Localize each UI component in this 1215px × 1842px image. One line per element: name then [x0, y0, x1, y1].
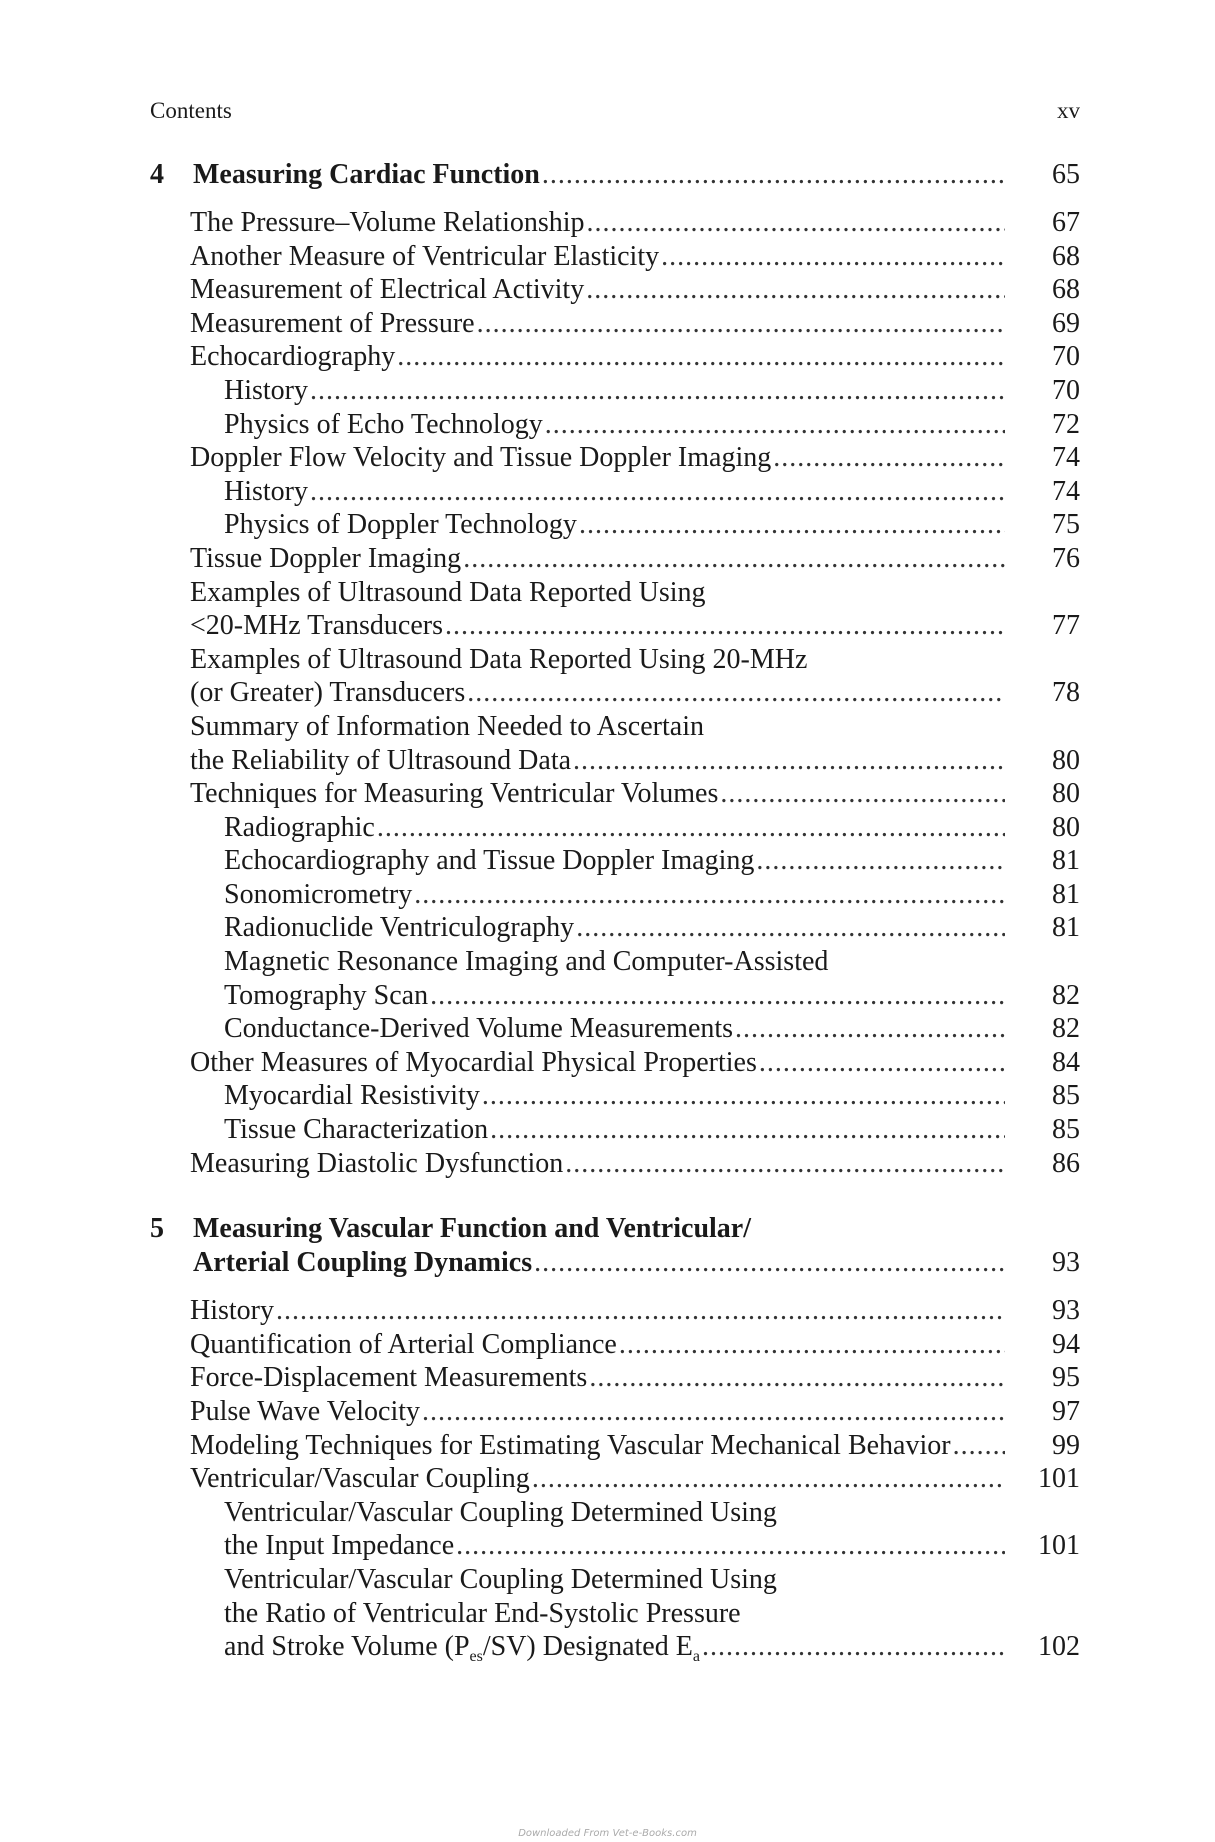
toc-entry-title: Myocardial Resistivity [224, 1080, 480, 1112]
dot-leader [422, 1395, 1005, 1429]
dot-leader [576, 911, 1005, 945]
toc-entry-line: Magnetic Resonance Imaging and Computer-Assisted [224, 946, 829, 978]
toc-page-number: 82 [1052, 979, 1080, 1011]
chapter-heading-row[interactable] [150, 1246, 1080, 1280]
toc-entry-title: Conductance-Derived Volume Measurements [224, 1013, 734, 1045]
dot-leader [589, 1361, 1005, 1395]
dot-leader [534, 1246, 1005, 1280]
toc-page-number: 77 [1052, 610, 1080, 642]
toc-page-number: 80 [1052, 744, 1080, 776]
toc-page-number: 86 [1052, 1147, 1080, 1179]
dot-leader [490, 1113, 1005, 1147]
toc-page-number: 95 [1052, 1362, 1080, 1394]
toc-entry[interactable] [150, 1113, 1080, 1147]
toc-page-number: 74 [1052, 442, 1080, 474]
toc-entry[interactable] [150, 1361, 1080, 1395]
toc-entry[interactable] [150, 1294, 1080, 1328]
chapter-title: Measuring Vascular Function and Ventricular/ [193, 1213, 752, 1245]
toc-entry[interactable] [150, 744, 1080, 778]
chapter-title: Measuring Cardiac Function [193, 159, 540, 190]
dot-leader [377, 811, 1005, 845]
toc-page-number: 76 [1052, 542, 1080, 574]
chapter-page-number: 93 [1052, 1247, 1080, 1279]
toc-page-number: 68 [1052, 240, 1080, 272]
chapter-number: 4 [150, 159, 164, 190]
toc-entry-title: Tissue Doppler Imaging [190, 542, 462, 574]
running-head-title: Contents [150, 98, 232, 123]
toc-entry[interactable] [150, 811, 1080, 845]
toc-entry[interactable] [150, 1147, 1080, 1181]
toc-entry[interactable] [150, 1328, 1080, 1362]
dot-leader [532, 1462, 1005, 1496]
toc-entry[interactable] [150, 340, 1080, 374]
toc-entry-title: Tomography Scan [224, 979, 429, 1011]
toc-page-number: 93 [1052, 1295, 1080, 1327]
toc-page-number: 78 [1052, 677, 1080, 709]
dot-leader [463, 542, 1005, 576]
table-of-contents [150, 158, 1080, 1664]
chapter-block [150, 158, 1080, 1180]
dot-leader [414, 878, 1005, 912]
chapter-heading-spacer [150, 1280, 1080, 1294]
toc-page-number: 101 [1038, 1463, 1080, 1495]
toc-entry-line: Examples of Ultrasound Data Reported Using 20-MHz [190, 643, 808, 675]
toc-entry-title: Techniques for Measuring Ventricular Volumes [190, 778, 719, 810]
toc-entry[interactable] [150, 542, 1080, 576]
toc-page-number: 80 [1052, 811, 1080, 843]
dot-leader [720, 777, 1005, 811]
toc-entry-title: Tissue Characterization [224, 1114, 489, 1146]
toc-entry-line: Examples of Ultrasound Data Reported Using [190, 576, 706, 608]
toc-page-number: 85 [1052, 1080, 1080, 1112]
toc-entry-title: the Reliability of Ultrasound Data [190, 744, 572, 776]
toc-entry[interactable] [150, 1529, 1080, 1563]
toc-entry[interactable] [150, 609, 1080, 643]
toc-page-number: 74 [1052, 475, 1080, 507]
toc-entry-line: the Ratio of Ventricular End-Systolic Pressure [224, 1597, 741, 1629]
toc-entry-title: <20-MHz Transducers [190, 610, 443, 642]
dot-leader [545, 408, 1005, 442]
dot-leader [467, 676, 1005, 710]
subscript: a [692, 1648, 700, 1666]
toc-entry-title: Quantification of Arterial Compliance [190, 1328, 617, 1360]
dot-leader [619, 1328, 1005, 1362]
toc-entry[interactable] [150, 979, 1080, 1013]
dot-leader [477, 307, 1005, 341]
toc-page-number: 72 [1052, 408, 1080, 440]
toc-entry[interactable] [150, 676, 1080, 710]
toc-entry-line: Ventricular/Vascular Coupling Determined Using [224, 1563, 777, 1595]
dot-leader [773, 441, 1005, 475]
toc-entry-title: Another Measure of Ventricular Elasticity [190, 240, 660, 272]
toc-entry-title: Measuring Diastolic Dysfunction [190, 1147, 564, 1179]
toc-entry[interactable] [150, 307, 1080, 341]
toc-entry-title: Ventricular/Vascular Coupling [190, 1463, 530, 1495]
toc-page-number: 67 [1052, 207, 1080, 238]
dot-leader [430, 979, 1005, 1013]
dot-leader [735, 1012, 1005, 1046]
toc-entry-title: Force-Displacement Measurements [190, 1362, 588, 1394]
dot-leader [573, 744, 1005, 778]
toc-entry-title: Measurement of Pressure [190, 307, 475, 339]
toc-entry[interactable] [150, 475, 1080, 509]
dot-leader [276, 1294, 1005, 1328]
toc-entry-title: Modeling Techniques for Estimating Vascular Mechanical Behavior [190, 1429, 951, 1461]
dot-leader [482, 1079, 1005, 1113]
toc-entry-title: Radiographic [224, 811, 375, 843]
toc-page-number: 70 [1052, 374, 1080, 406]
toc-page-number: 84 [1052, 1046, 1080, 1078]
toc-page-number: 102 [1038, 1631, 1080, 1663]
toc-entry-title: History [224, 475, 308, 507]
toc-entry-title: Echocardiography [190, 341, 396, 373]
toc-page-number: 82 [1052, 1013, 1080, 1045]
dot-leader [456, 1529, 1005, 1563]
toc-entry-title: the Input Impedance [224, 1530, 455, 1562]
dot-leader [661, 240, 1005, 274]
toc-entry[interactable] [150, 1630, 1080, 1664]
toc-entry[interactable] [150, 1395, 1080, 1429]
chapter-spacer [150, 1180, 1080, 1212]
toc-entry-title: Measurement of Electrical Activity [190, 274, 585, 306]
toc-entry[interactable] [150, 1079, 1080, 1113]
toc-page-number: 99 [1052, 1429, 1080, 1461]
chapter-page-number: 65 [1052, 159, 1080, 190]
toc-page-number: 80 [1052, 778, 1080, 810]
dot-leader [702, 1630, 1005, 1664]
toc-entry-title: and Stroke Volume $(P_{es}/SV)$ Designated $E_a$ [224, 1631, 700, 1666]
toc-page-number: 68 [1052, 274, 1080, 306]
toc-entry[interactable] [150, 911, 1080, 945]
running-head-page-number: xv [1057, 98, 1080, 123]
toc-entry-title: Other Measures of Myocardial Physical Properties [190, 1046, 757, 1078]
toc-entry[interactable] [150, 206, 1080, 240]
chapter-heading-row[interactable] [150, 158, 1080, 192]
toc-entry-title: Physics of Echo Technology [224, 408, 543, 440]
toc-entry[interactable] [150, 777, 1080, 811]
toc-entry-title: History [224, 374, 308, 406]
subscript: es [469, 1648, 483, 1666]
dot-leader [756, 844, 1005, 878]
toc-entry[interactable] [150, 844, 1080, 878]
toc-entry-title: Sonomicrometry [224, 878, 413, 910]
toc-entry-title: Doppler Flow Velocity and Tissue Doppler Imaging [190, 442, 772, 474]
dot-leader [542, 158, 1005, 192]
toc-page-number: 81 [1052, 845, 1080, 877]
toc-page-number: 69 [1052, 307, 1080, 339]
toc-entry-title: Echocardiography and Tissue Doppler Imaging [224, 845, 755, 877]
toc-page-number: 81 [1052, 912, 1080, 944]
toc-entry[interactable] [150, 1462, 1080, 1496]
toc-page-number: 85 [1052, 1114, 1080, 1146]
chapter-block [150, 1212, 1080, 1664]
dot-leader [310, 374, 1005, 408]
toc-entry[interactable] [150, 1012, 1080, 1046]
toc-entry-title: Physics of Doppler Technology [224, 509, 577, 541]
chapter-title: Arterial Coupling Dynamics [193, 1247, 533, 1279]
toc-entry-title: The Pressure–Volume Relationship [190, 207, 585, 238]
toc-page-number: 81 [1052, 878, 1080, 910]
toc-entry-line: Ventricular/Vascular Coupling Determined Using [224, 1496, 777, 1528]
toc-entry[interactable] [150, 1429, 1080, 1463]
toc-page-number: 97 [1052, 1396, 1080, 1427]
toc-entry[interactable] [150, 273, 1080, 307]
running-head [150, 98, 1080, 124]
dot-leader [310, 475, 1005, 509]
toc-entry[interactable] [150, 240, 1080, 274]
chapter-heading-spacer [150, 192, 1080, 206]
watermark: Downloaded From Vet-e-Books.com [518, 1828, 697, 1839]
toc-page-number: 101 [1038, 1530, 1080, 1562]
toc-entry[interactable] [150, 508, 1080, 542]
toc-page-number: 70 [1052, 341, 1080, 373]
dot-leader [586, 273, 1005, 307]
dot-leader [587, 206, 1005, 240]
toc-entry[interactable] [150, 1046, 1080, 1080]
toc-entry[interactable] [150, 878, 1080, 912]
toc-entry-title: Pulse Wave Velocity [190, 1396, 421, 1427]
chapter-heading-line [150, 1212, 1080, 1246]
toc-entry[interactable] [150, 441, 1080, 475]
dot-leader [579, 508, 1005, 542]
dot-leader [397, 340, 1005, 374]
toc-entry[interactable] [150, 374, 1080, 408]
toc-entry-title: (or Greater) Transducers [190, 677, 466, 709]
toc-entry-line: Summary of Information Needed to Ascertain [190, 710, 704, 742]
dot-leader [953, 1429, 1005, 1463]
dot-leader [565, 1147, 1005, 1181]
toc-page-number: 94 [1052, 1328, 1080, 1360]
toc-entry-title: History [190, 1295, 274, 1327]
toc-entry-title: Radionuclide Ventriculography [224, 912, 575, 944]
dot-leader [445, 609, 1005, 643]
toc-page-number: 75 [1052, 509, 1080, 541]
dot-leader [759, 1046, 1005, 1080]
toc-entry[interactable] [150, 408, 1080, 442]
chapter-number: 5 [150, 1213, 164, 1245]
